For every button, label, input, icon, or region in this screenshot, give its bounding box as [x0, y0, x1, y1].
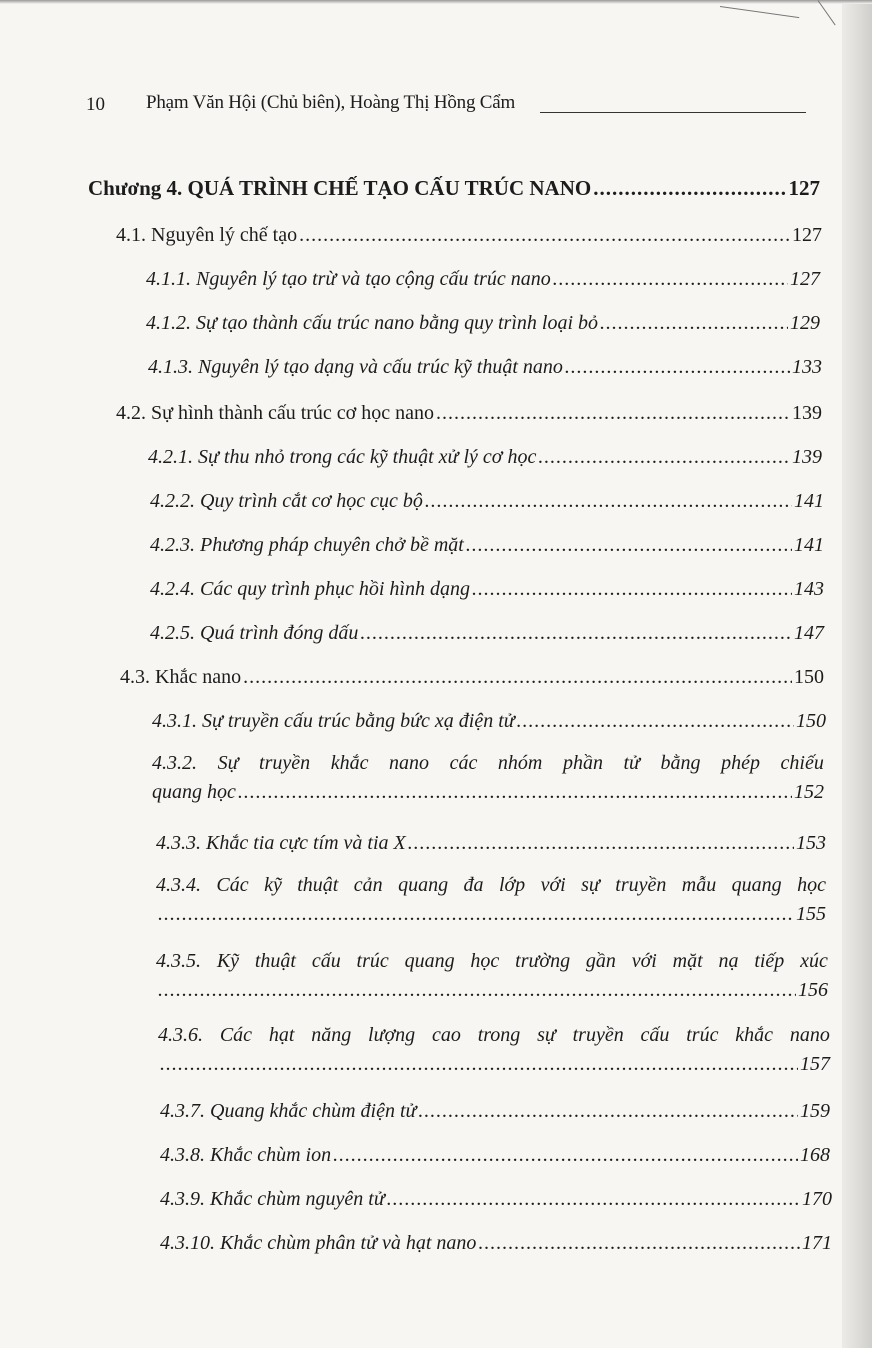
- toc-label: 4.1. Nguyên lý chế tạo: [116, 224, 298, 246]
- toc-page: 153: [796, 832, 826, 854]
- header-rule: [540, 112, 806, 113]
- running-header: [86, 92, 806, 120]
- toc-page: 129: [790, 312, 820, 334]
- toc-leader-dots: [478, 1232, 800, 1255]
- toc-label: 4.1.3. Nguyên lý tạo dạng và cấu trúc kỹ thuật nano: [148, 356, 563, 378]
- toc-leader-dots: [158, 979, 796, 1002]
- toc-label: 4.3.8. Khắc chùm ion: [160, 1144, 332, 1166]
- toc-leader-dots: [387, 1188, 800, 1211]
- toc-word: gần: [585, 950, 616, 972]
- toc-leader-dots: [408, 832, 794, 855]
- toc-subsection-4-3-1[interactable]: [152, 710, 826, 733]
- toc-label: 4.2.5. Quá trình đóng dấu: [150, 622, 359, 644]
- toc-word: phép: [721, 752, 760, 774]
- toc-word: truyền: [572, 1024, 624, 1046]
- toc-word: khắc: [735, 1024, 774, 1046]
- toc-label: 4.3.3. Khắc tia cực tím và tia X: [156, 832, 406, 854]
- toc-word: thuật: [254, 950, 296, 972]
- toc-word: 4.3.5.: [156, 950, 201, 972]
- toc-leader-dots: [517, 710, 794, 733]
- toc-word: thuật: [297, 874, 339, 896]
- toc-leader-dots: [418, 1100, 798, 1123]
- toc-word: truyền: [259, 752, 311, 774]
- toc-subsection-4-3-9[interactable]: [160, 1188, 832, 1211]
- toc-word: nano: [789, 1024, 830, 1046]
- page-number: 10: [86, 94, 105, 115]
- toc-label: 4.3.9. Khắc chùm nguyên tử: [160, 1188, 385, 1210]
- toc-label: 4.1.2. Sự tạo thành cấu trúc nano bằng quy trình loại bỏ: [146, 312, 599, 334]
- toc-leader-dots: [553, 268, 788, 291]
- toc-page: 127: [788, 176, 820, 200]
- toc-leader-dots: [333, 1144, 798, 1167]
- toc-word: khắc: [330, 752, 369, 774]
- toc-word: trúc: [686, 1024, 719, 1046]
- toc-subsection-4-2-2[interactable]: [150, 490, 824, 513]
- toc-word: cấu: [640, 1024, 670, 1046]
- toc-word: học: [797, 874, 826, 896]
- toc-leader-dots: [436, 402, 790, 425]
- toc-page: 168: [800, 1144, 830, 1166]
- toc-word: lượng: [368, 1024, 416, 1046]
- toc-label-line1: [158, 1024, 830, 1047]
- toc-subsection-4-1-2[interactable]: [146, 312, 820, 335]
- page-edge-shadow: [842, 0, 872, 1348]
- toc-label-line1: [152, 752, 824, 775]
- toc-label: Chương 4. QUÁ TRÌNH CHẾ TẠO CẤU TRÚC NANO: [88, 176, 592, 200]
- toc-page: 141: [794, 490, 824, 512]
- toc-word: kỹ: [264, 874, 282, 896]
- toc-page: 155: [796, 903, 826, 925]
- toc-label: 4.3.10. Khắc chùm phân tử và hạt nano: [160, 1232, 477, 1254]
- toc-word: trúc: [356, 950, 389, 972]
- toc-leader-dots: [472, 578, 792, 601]
- toc-word: mặt: [672, 950, 703, 972]
- toc-leader-dots: [593, 176, 786, 201]
- toc-subsection-4-2-3[interactable]: [150, 534, 824, 557]
- toc-label: 4.2.1. Sự thu nhỏ trong các kỹ thuật xử lý cơ học: [148, 446, 537, 468]
- toc-section-4-3[interactable]: [120, 666, 824, 689]
- toc-word: nhóm: [497, 752, 543, 774]
- toc-page: 150: [794, 666, 824, 688]
- toc-word: trong: [477, 1024, 521, 1046]
- toc-page: 133: [792, 356, 822, 378]
- toc-word: Các: [216, 874, 249, 896]
- toc-page: 143: [794, 578, 824, 600]
- toc-word: các: [449, 752, 478, 774]
- toc-leader-dots: [538, 446, 790, 469]
- toc-word: nano: [389, 752, 430, 774]
- toc-subsection-4-3-6[interactable]: [158, 1024, 830, 1076]
- toc-leader-dots: [565, 356, 790, 379]
- toc-label: 4.2.4. Các quy trình phục hồi hình dạng: [150, 578, 470, 600]
- toc-page: 157: [800, 1053, 830, 1075]
- toc-word: đa: [463, 874, 484, 896]
- toc-word: cấu: [311, 950, 341, 972]
- toc-page: 152: [794, 781, 824, 803]
- toc-leader-dots: [299, 224, 790, 247]
- toc-word: cản: [353, 874, 383, 896]
- toc-word: Các: [219, 1024, 253, 1046]
- toc-word: học: [470, 950, 500, 972]
- toc-subsection-4-2-5[interactable]: [150, 622, 824, 645]
- toc-word: nạ: [718, 950, 739, 972]
- toc-subsection-4-3-2[interactable]: [152, 752, 824, 804]
- toc-page: 171: [802, 1232, 832, 1254]
- toc-word: chiếu: [780, 752, 824, 774]
- toc-subsection-4-3-5[interactable]: [156, 950, 828, 1002]
- toc-leader-dots: [238, 781, 792, 804]
- toc-label-line2: quang học: [152, 781, 236, 803]
- page-top-edge: [0, 0, 872, 4]
- toc-label: 4.1.1. Nguyên lý tạo trừ và tạo cộng cấu trúc nano: [146, 268, 551, 290]
- toc-leader-dots: [160, 1053, 798, 1076]
- toc-page: 159: [800, 1100, 830, 1122]
- toc-word: lớp: [498, 874, 526, 896]
- toc-label: 4.3.7. Quang khắc chùm điện tử: [160, 1100, 417, 1122]
- toc-word: 4.3.2.: [152, 752, 197, 774]
- toc-word: quang: [398, 874, 449, 896]
- toc-label: 4.2.2. Quy trình cắt cơ học cục bộ: [150, 490, 423, 512]
- toc-label: 4.3. Khắc nano: [120, 666, 242, 688]
- toc-subsection-4-2-4[interactable]: [150, 578, 824, 601]
- toc-label: 4.2. Sự hình thành cấu trúc cơ học nano: [116, 402, 435, 424]
- toc-section-4-1[interactable]: [116, 224, 822, 247]
- toc-word: bằng: [660, 752, 701, 774]
- toc-word: 4.3.6.: [158, 1024, 203, 1046]
- toc-leader-dots: [360, 622, 792, 645]
- header-authors: Phạm Văn Hội (Chủ biên), Hoàng Thị Hồng Cẩm: [146, 92, 516, 113]
- toc-label-line1: [156, 950, 828, 973]
- toc-page: 127: [792, 224, 822, 246]
- toc-label: 4.3.1. Sự truyền cấu trúc bằng bức xạ điện tử: [152, 710, 515, 732]
- toc-word: hạt: [268, 1024, 295, 1046]
- toc-page: 150: [796, 710, 826, 732]
- toc-subsection-4-1-3[interactable]: [148, 356, 822, 379]
- toc-page: 170: [802, 1188, 832, 1210]
- toc-word: cao: [431, 1024, 461, 1046]
- toc-page: 139: [792, 402, 822, 424]
- toc-word: truyền: [615, 874, 667, 896]
- toc-word: tử: [623, 752, 640, 774]
- toc-subsection-4-3-10[interactable]: [160, 1232, 832, 1255]
- toc-word: trường: [515, 950, 571, 972]
- toc-word: Sự: [217, 752, 239, 774]
- toc-word: năng: [311, 1024, 352, 1046]
- toc-word: Kỹ: [216, 950, 240, 972]
- toc-leader-dots: [600, 312, 788, 335]
- toc-subsection-4-3-8[interactable]: [160, 1144, 830, 1167]
- toc-subsection-4-3-7[interactable]: [160, 1100, 830, 1123]
- toc-word: quang: [731, 874, 782, 896]
- toc-subsection-4-2-1[interactable]: [148, 446, 822, 469]
- toc-label: 4.2.3. Phương pháp chuyên chở bề mặt: [150, 534, 464, 556]
- toc-page: 139: [792, 446, 822, 468]
- toc-word: tiếp: [754, 950, 785, 972]
- toc-word: với: [540, 874, 566, 896]
- toc-chapter-4[interactable]: [88, 176, 820, 201]
- toc-leader-dots: [158, 903, 794, 926]
- toc-subsection-4-1-1[interactable]: [146, 268, 820, 291]
- toc-word: với: [631, 950, 657, 972]
- toc-page: 156: [798, 979, 828, 1001]
- toc-word: quang: [404, 950, 455, 972]
- toc-leader-dots: [243, 666, 792, 689]
- toc-page: 147: [794, 622, 824, 644]
- toc-label-line1: [156, 874, 826, 897]
- toc-word: phần: [562, 752, 603, 774]
- toc-word: 4.3.4.: [156, 874, 201, 896]
- toc-page: 127: [790, 268, 820, 290]
- toc-subsection-4-3-3[interactable]: [156, 832, 826, 855]
- toc-word: sự: [537, 1024, 556, 1046]
- toc-subsection-4-3-4[interactable]: [156, 874, 826, 926]
- toc-page: 141: [794, 534, 824, 556]
- toc-section-4-2[interactable]: [116, 402, 822, 425]
- toc-leader-dots: [466, 534, 792, 557]
- toc-word: mẫu: [681, 874, 717, 896]
- toc-leader-dots: [425, 490, 792, 513]
- toc-word: sự: [581, 874, 600, 896]
- toc-word: xúc: [800, 950, 828, 972]
